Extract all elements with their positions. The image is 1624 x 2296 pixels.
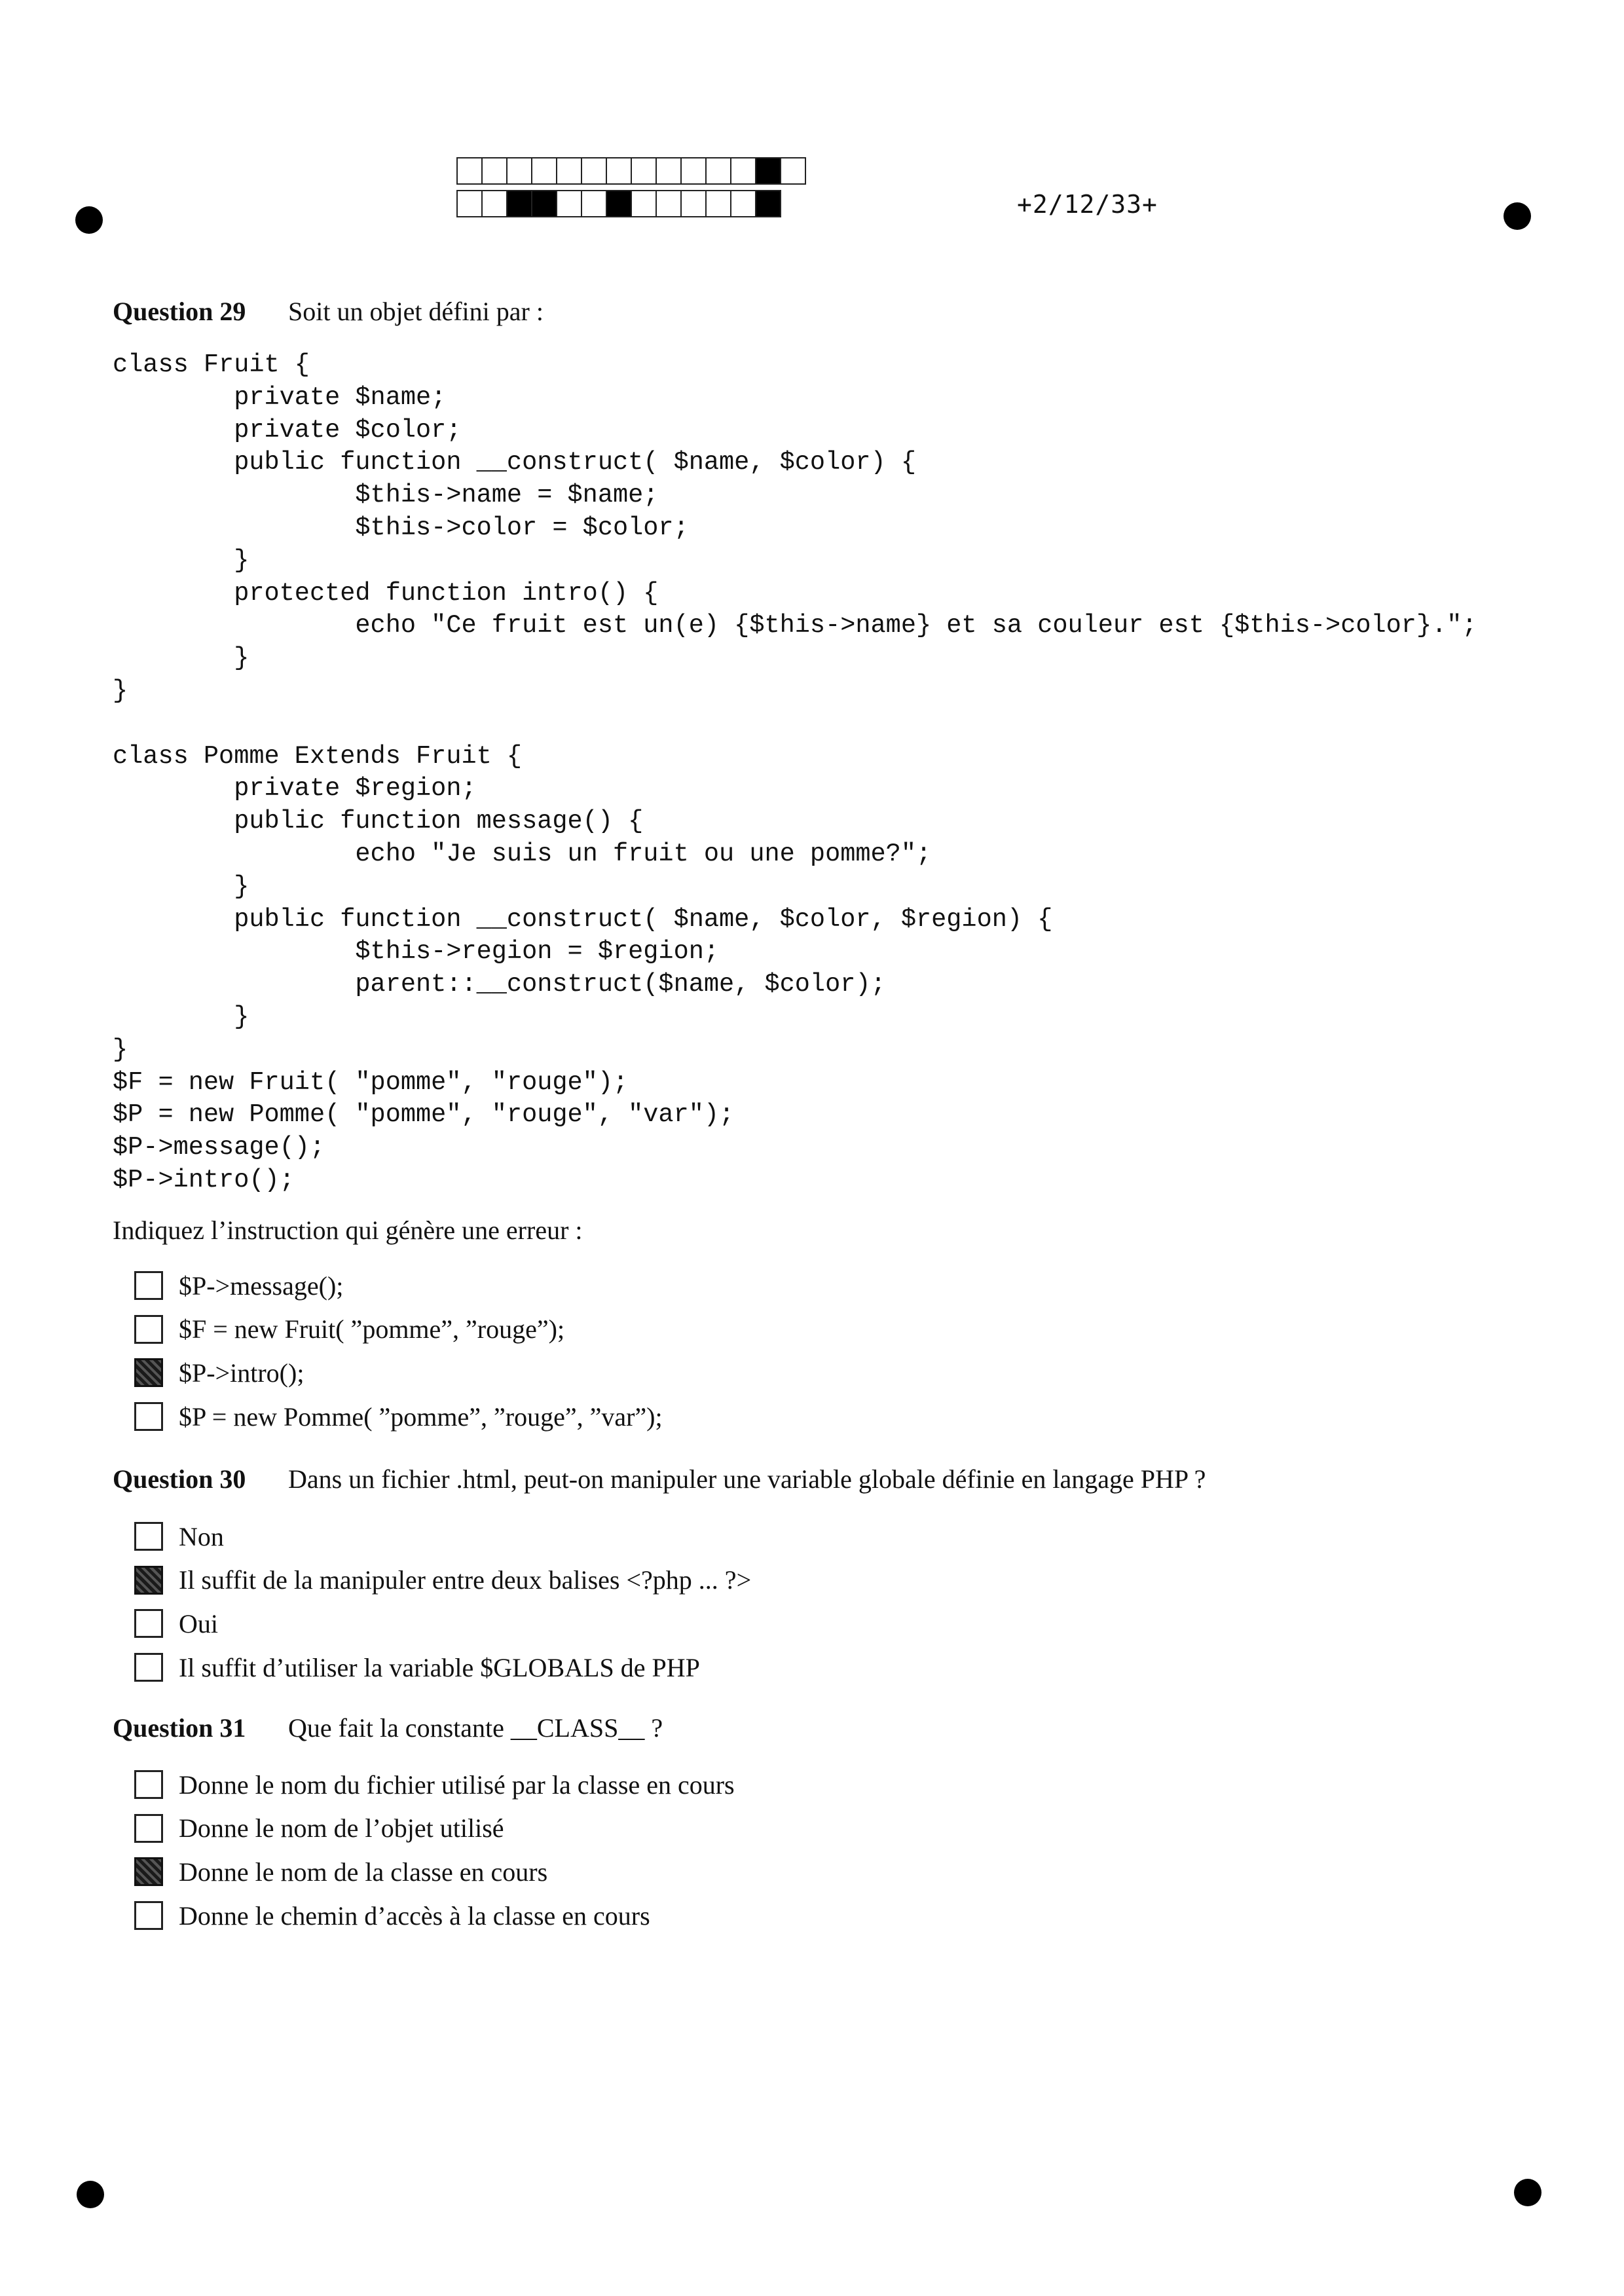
answer-label: Donne le nom du fichier utilisé par la classe en cours [179,1769,735,1800]
barcode-cell [705,190,731,217]
id-barcode-row-2 [456,190,780,216]
barcode-cell [606,157,632,185]
barcode-cell [730,190,756,217]
barcode-cell [680,157,707,185]
barcode-cell [755,157,781,185]
barcode-cell [506,190,532,217]
registration-mark-top-right [1504,202,1531,230]
barcode-cell [556,157,582,185]
page-id: +2/12/33+ [1017,190,1158,219]
barcode-cell [531,157,557,185]
checkbox-checked[interactable] [134,1566,163,1595]
checkbox[interactable] [134,1315,163,1344]
barcode-cell [581,157,607,185]
barcode-cell [705,157,731,185]
checkbox[interactable] [134,1271,163,1300]
barcode-cell [456,157,483,185]
question-29-prompt: Indiquez l’instruction qui génère une erreur : [113,1215,583,1245]
checkbox[interactable] [134,1402,163,1431]
barcode-cell [655,190,682,217]
answer-label: Il suffit de la manipuler entre deux balises <?php ... ?> [179,1565,752,1595]
question-text: Que fait la constante __CLASS__ ? [288,1713,663,1743]
id-barcode-row-1 [456,157,805,183]
barcode-cell [456,190,483,217]
barcode-cell [556,190,582,217]
answer-label: Oui [179,1608,218,1639]
answer-choice[interactable] [134,1894,735,1938]
checkbox[interactable] [134,1770,163,1799]
answer-choice[interactable] [134,1646,751,1690]
answer-label: $F = new Fruit( ”pomme”, ”rouge”); [179,1314,565,1344]
barcode-cell [506,157,532,185]
answer-choice[interactable] [134,1850,735,1894]
registration-mark-bottom-left [77,2181,104,2208]
barcode-cell [655,157,682,185]
answer-choice[interactable] [134,1763,735,1807]
checkbox-checked[interactable] [134,1358,163,1387]
answer-choice[interactable] [134,1515,751,1559]
question-number: Question 31 [113,1713,246,1743]
checkbox[interactable] [134,1814,163,1843]
answer-choice[interactable] [134,1602,751,1646]
answer-label: Donne le nom de la classe en cours [179,1857,548,1887]
barcode-cell [481,157,507,185]
answer-label: Il suffit d’utiliser la variable $GLOBALS de PHP [179,1652,700,1682]
question-number: Question 30 [113,1464,246,1494]
barcode-cell [631,190,657,217]
question-text: Dans un fichier .html, peut-on manipuler une variable globale définie en langage PHP ? [288,1464,1206,1494]
answer-label: Donne le nom de l’objet utilisé [179,1813,504,1843]
answer-choice[interactable] [134,1807,735,1851]
barcode-cell [531,190,557,217]
barcode-cell [581,190,607,217]
answer-label: $P->message(); [179,1270,344,1301]
question-number: Question 29 [113,297,246,326]
answer-choice[interactable] [134,1264,663,1308]
checkbox[interactable] [134,1901,163,1930]
barcode-cell [631,157,657,185]
barcode-cell [730,157,756,185]
answer-choice[interactable] [134,1395,663,1439]
checkbox[interactable] [134,1653,163,1682]
question-30-header [113,1464,1206,1494]
barcode-cell [481,190,507,217]
checkbox-checked[interactable] [134,1857,163,1886]
question-text: Soit un objet défini par : [288,297,544,326]
answer-label: Non [179,1521,224,1551]
answer-label: $P = new Pomme( ”pomme”, ”rouge”, ”var”); [179,1401,663,1432]
registration-mark-bottom-right [1514,2179,1541,2206]
code-listing: class Fruit { private $name; private $color; public function __construct( $name, $color) { $this->name = $name; $this->color = $color; } protected function intro() { echo "Ce fruit est un(e) {$this->name} et sa couleur est {$this->color}."; } } class Pomme Extends Fruit { private $region; public function message() { echo "Je suis un fruit ou une pomme?"; } public function __construct( $name, $color, $region) { $this->region = $region; parent::__construct($name, $color); } } $F = new Fruit( "pomme", "rouge"); $P = new Pomme( "pomme", "rouge", "var"); $P->message(); $P->intro(); [113,350,1477,1194]
answer-choice[interactable] [134,1559,751,1602]
question-30-choices [134,1515,751,1689]
question-31-choices [134,1763,735,1937]
question-29-header [113,296,544,327]
answer-choice[interactable] [134,1351,663,1395]
registration-mark-top-left [75,206,103,234]
checkbox[interactable] [134,1609,163,1638]
question-29-choices [134,1264,663,1438]
barcode-cell [755,190,781,217]
barcode-cell [680,190,707,217]
question-31-header [113,1713,663,1743]
checkbox[interactable] [134,1522,163,1551]
answer-label: $P->intro(); [179,1358,304,1388]
barcode-cell [780,157,806,185]
answer-choice[interactable] [134,1308,663,1352]
answer-label: Donne le chemin d’accès à la classe en cours [179,1900,650,1931]
barcode-cell [606,190,632,217]
